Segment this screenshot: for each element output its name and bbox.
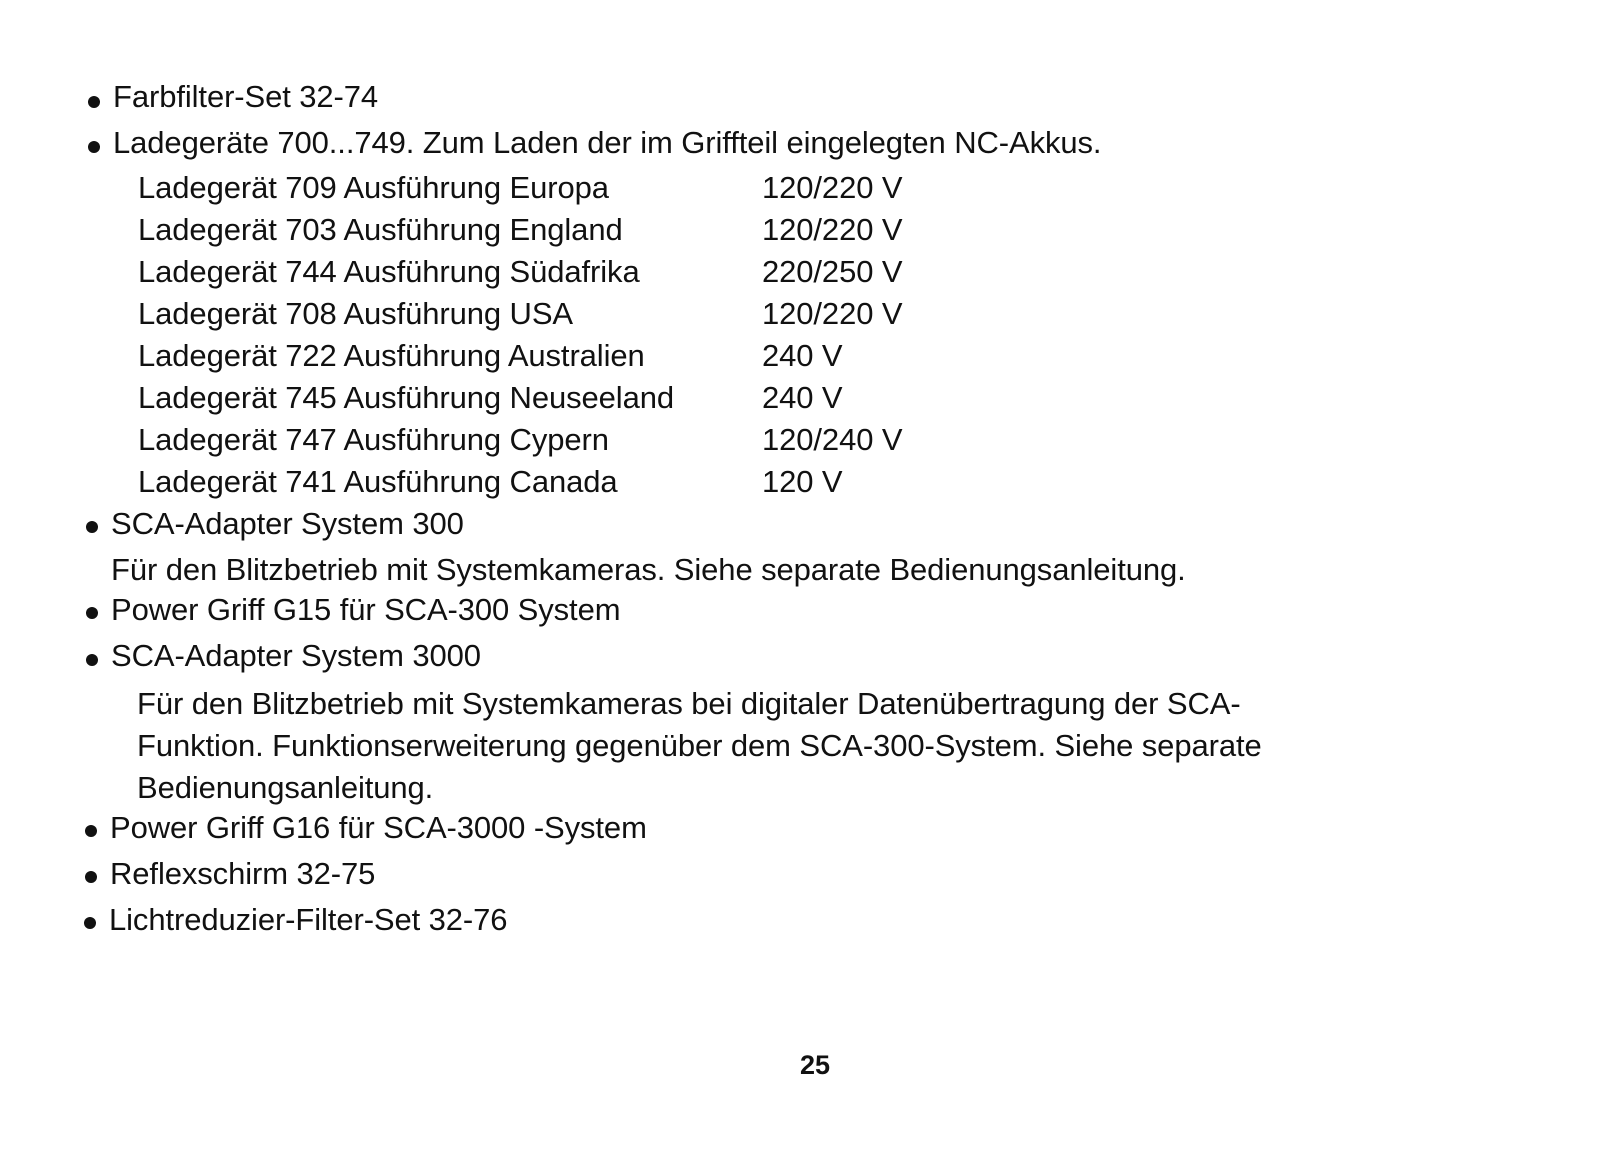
item-sca300-description: Für den Blitzbetrieb mit Systemkameras. Siehe separate Bedienungsanleitung.: [111, 552, 1186, 587]
item-power-g15: Power Griff G15 für SCA-300 System: [111, 592, 621, 627]
bullet-ladegeraete: [88, 141, 100, 153]
charger-name: Ladegerät 708 Ausführung USA: [138, 296, 573, 331]
bullet-sca3000: [86, 654, 98, 666]
charger-voltage: 120/240 V: [762, 422, 903, 457]
charger-voltage: 120/220 V: [762, 170, 903, 205]
charger-name: Ladegerät 709 Ausführung Europa: [138, 170, 609, 205]
bullet-farbfilter: [88, 96, 100, 108]
charger-name: Ladegerät 747 Ausführung Cypern: [138, 422, 609, 457]
charger-voltage: 120 V: [762, 464, 843, 499]
item-farbfilter: Farbfilter-Set 32-74: [113, 79, 379, 114]
charger-name: Ladegerät 744 Ausführung Südafrika: [138, 254, 640, 289]
bullet-lichtreduzier: [84, 917, 96, 929]
bullet-power-g15: [86, 607, 98, 619]
item-sca3000-description-3: Bedienungsanleitung.: [137, 770, 434, 805]
charger-name: Ladegerät 745 Ausführung Neuseeland: [138, 380, 674, 415]
bullet-reflexschirm: [85, 871, 97, 883]
bullet-power-g16: [85, 825, 97, 837]
charger-voltage: 120/220 V: [762, 296, 903, 331]
charger-name: Ladegerät 741 Ausführung Canada: [138, 464, 618, 499]
charger-voltage: 220/250 V: [762, 254, 903, 289]
item-sca300: SCA-Adapter System 300: [111, 506, 464, 541]
item-power-g16: Power Griff G16 für SCA-3000 -System: [110, 810, 647, 845]
item-reflexschirm: Reflexschirm 32-75: [110, 856, 376, 891]
charger-name: Ladegerät 722 Ausführung Australien: [138, 338, 645, 373]
item-ladegeraete: Ladegeräte 700...749. Zum Laden der im Griffteil eingelegten NC-Akkus.: [113, 125, 1102, 160]
item-sca3000: SCA-Adapter System 3000: [111, 638, 481, 673]
charger-name: Ladegerät 703 Ausführung England: [138, 212, 623, 247]
item-lichtreduzier: Lichtreduzier-Filter-Set 32-76: [109, 902, 508, 937]
item-sca3000-description-1: Für den Blitzbetrieb mit Systemkameras bei digitaler Datenübertragung der SCA-: [137, 686, 1241, 721]
charger-voltage: 240 V: [762, 338, 843, 373]
charger-voltage: 120/220 V: [762, 212, 903, 247]
bullet-sca300: [86, 521, 98, 533]
charger-voltage: 240 V: [762, 380, 843, 415]
page-number: 25: [800, 1050, 831, 1080]
item-sca3000-description-2: Funktion. Funktionserweiterung gegenüber dem SCA-300-System. Siehe separate: [137, 728, 1262, 763]
